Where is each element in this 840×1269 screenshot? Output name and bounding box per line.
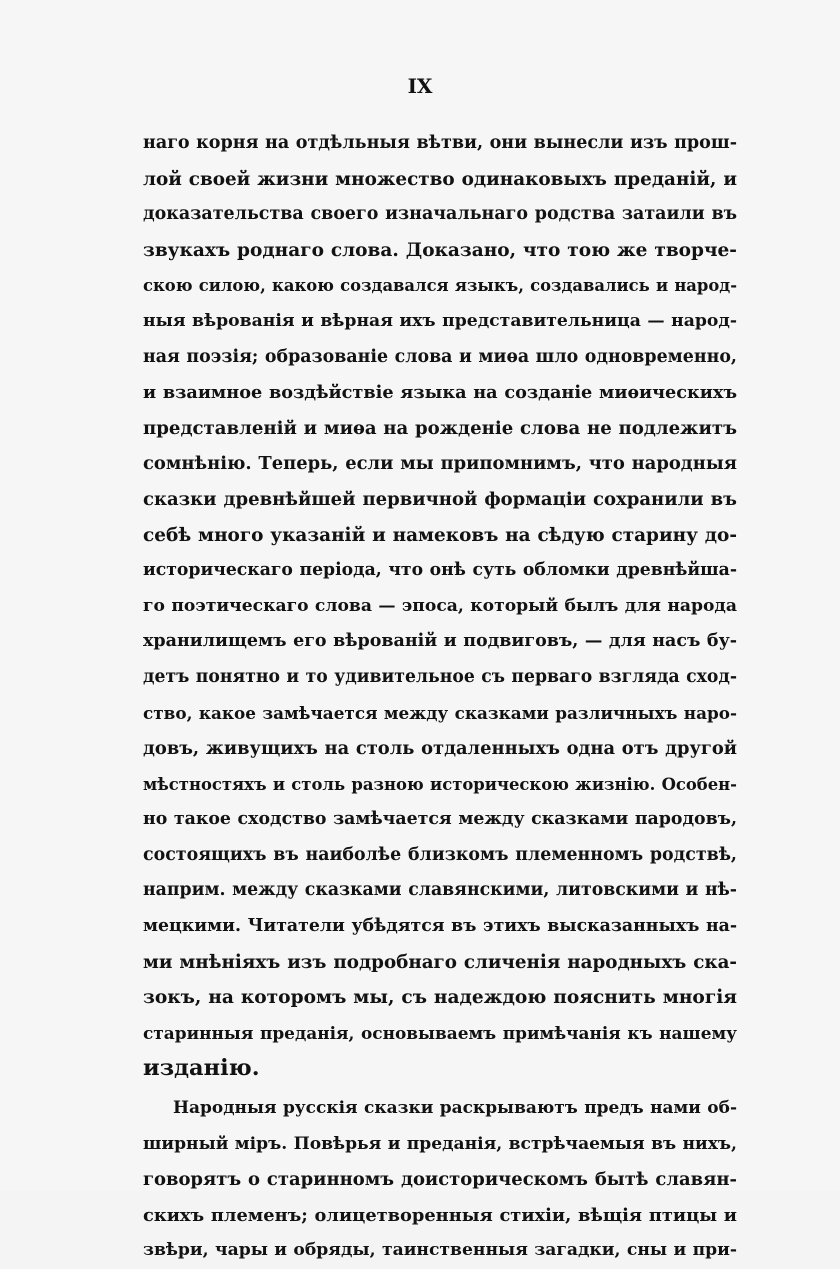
text-line: старинныя преданія, основываемъ примѣчанія къ нашему <box>143 1022 737 1043</box>
text-line: сказки древнѣйшей первичной формаціи сохранили въ <box>143 488 737 510</box>
text-line: ширный міръ. Повѣрья и преданія, встрѣчаемыя въ нихъ, <box>143 1133 737 1154</box>
text-line: хранилищемъ его вѣрованій и подвиговъ, — для насъ бу- <box>143 631 737 652</box>
text-line: ная поэзія; образованіе слова и миѳа шло одновременно, <box>143 346 737 367</box>
text-line: представленій и миѳа на рожденіе слова не подлежитъ <box>143 417 737 439</box>
page-number: IX <box>407 74 433 98</box>
text-line: скихъ племенъ; олицетворенныя стихіи, вѣщія птицы и <box>143 1204 737 1226</box>
text-line: говорятъ о старинномъ доисторическомъ бытѣ славян- <box>143 1169 737 1191</box>
text-line: звукахъ роднаго слова. Доказано, что тою же творче- <box>143 239 737 261</box>
text-line: наприм. между сказками славянскими, литовскими и нѣ- <box>143 880 737 901</box>
body-text <box>143 126 737 1269</box>
text-line: ми мнѣніяхъ изъ подробнаго сличенія народныхъ ска- <box>143 951 737 973</box>
text-line: сомнѣнію. Теперь, если мы припомнимъ, что народныя <box>143 453 737 475</box>
text-line: зокъ, на которомъ мы, съ надеждою пояснить многія <box>143 987 737 1009</box>
text-line: и взаимное воздѣйствіе языка на созданіе миѳическихъ <box>143 382 737 404</box>
text-line: доказательства своего изначальнаго родства затаили въ <box>143 204 737 225</box>
text-line: лой своей жизни множество одинаковыхъ преданій, и <box>143 168 737 190</box>
text-line: состоящихъ въ наиболѣе близкомъ племенномъ родствѣ, <box>143 844 737 865</box>
text-line: но такое сходство замѣчается между сказками пародовъ, <box>143 809 737 830</box>
paragraph <box>143 1091 737 1269</box>
text-line: изданію. <box>143 1055 260 1082</box>
text-line: детъ понятно и то удивительное съ перваго взгляда сход- <box>143 666 737 687</box>
text-line: себѣ много указаній и намековъ на сѣдую старину до- <box>143 524 737 546</box>
text-line: Народныя русскія сказки раскрываютъ предъ нами об- <box>173 1098 737 1119</box>
text-line: скою силою, какою создавался языкъ, создавались и народ- <box>143 276 737 296</box>
text-line: довъ, живущихъ на столь отдаленныхъ одна отъ другой <box>143 738 737 760</box>
paragraph <box>143 126 737 1087</box>
text-line: мѣстностяхъ и столь разною историческою жизнію. Особен- <box>143 774 737 794</box>
text-line: наго корня на отдѣльныя вѣтви, они вынесли изъ прош- <box>143 133 737 153</box>
text-line: го поэтическаго слова — эпоса, который былъ для народа <box>143 595 737 616</box>
text-line: ныя вѣрованія и вѣрная ихъ представительница — народ- <box>143 310 737 331</box>
text-line: ство, какое замѣчается между сказками различныхъ наро- <box>143 702 737 723</box>
text-line: историческаго періода, что онѣ суть обломки древнѣйша- <box>143 560 737 581</box>
text-line: звѣри, чары и обряды, таинственныя загадки, сны и при- <box>143 1240 737 1261</box>
text-line: мецкими. Читатели убѣдятся въ этихъ высказанныхъ на- <box>143 916 737 937</box>
